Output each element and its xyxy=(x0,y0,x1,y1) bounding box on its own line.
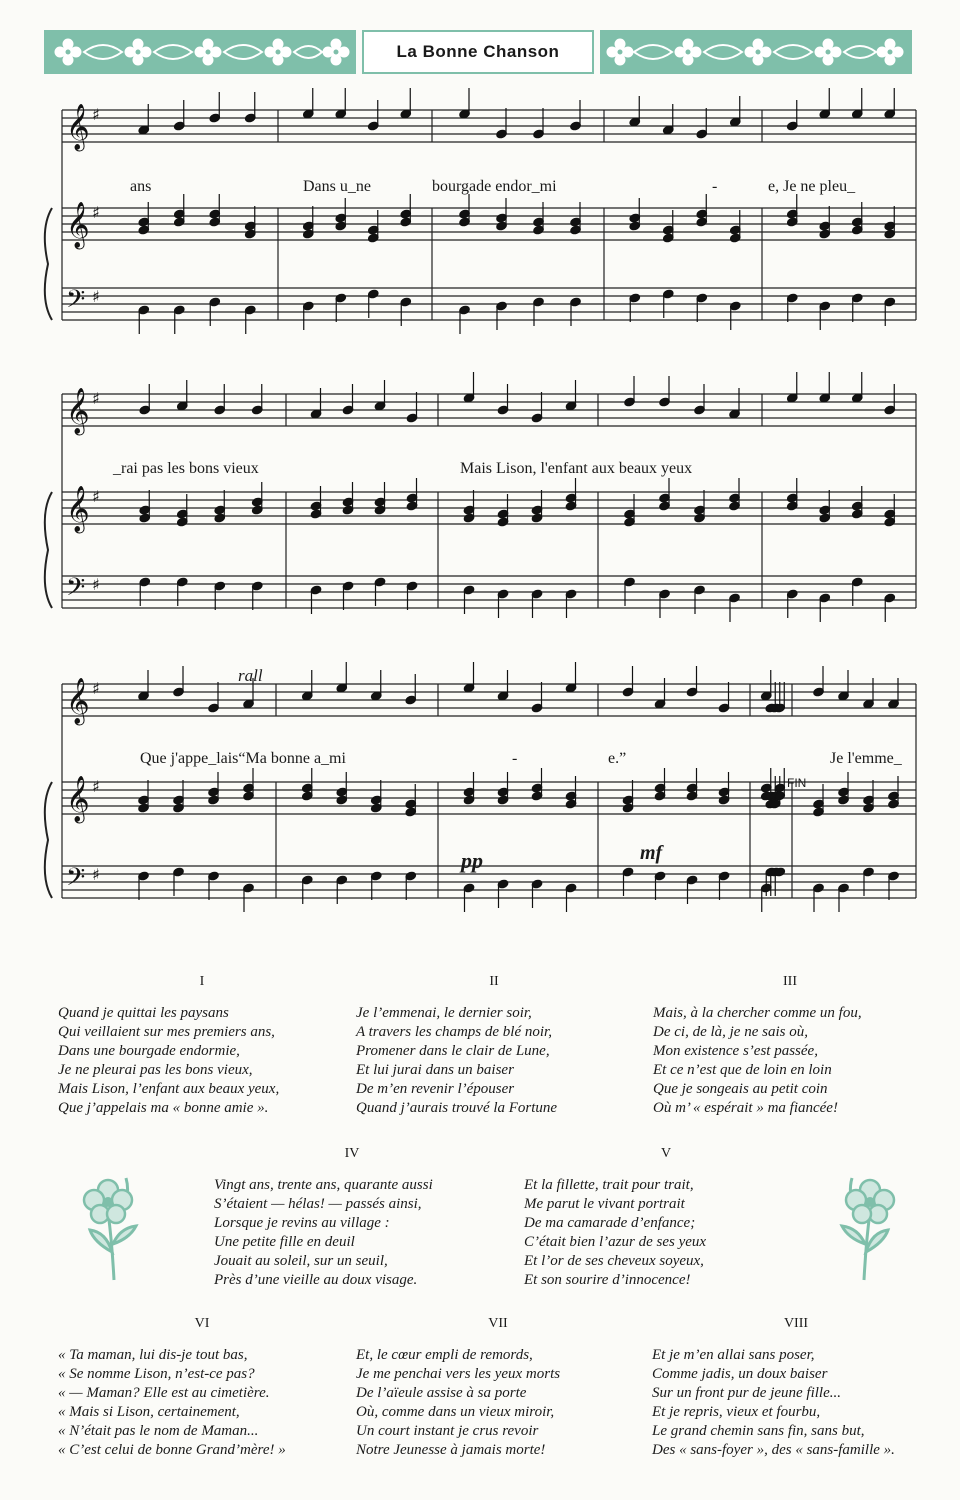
verse-line: Et la fillette, trait pour trait, xyxy=(524,1177,694,1193)
fin-marking: FIN xyxy=(787,776,807,790)
verse-line: Qui veillaient sur mes premiers ans, xyxy=(58,1024,275,1040)
stanza xyxy=(58,1004,279,1118)
verse-line: Et je m’en allai sans poser, xyxy=(652,1347,815,1363)
verse-line: Que j’appelais ma « bonne amie ». xyxy=(58,1100,269,1116)
treble-clef-icon: 𝄞 xyxy=(66,776,90,822)
key-signature-sharp: ♯ xyxy=(92,679,100,698)
stanza xyxy=(524,1176,706,1290)
verse-line: Et je repris, vieux et fourbu, xyxy=(652,1404,821,1420)
verse-line: Quand j’aurais trouvé la Fortune xyxy=(356,1100,558,1116)
verse-line: « Se nomme Lison, n’est-ce pas? xyxy=(58,1366,255,1382)
stanza-number: VIII xyxy=(783,1316,809,1331)
stanza xyxy=(214,1176,433,1290)
flower-left-icon xyxy=(78,1172,148,1282)
verse-line: Un court instant je crus revoir xyxy=(356,1423,539,1439)
treble-clef-icon: 𝄞 xyxy=(66,678,90,724)
dynamic-mf: mf xyxy=(640,842,663,864)
bass-clef-icon: 𝄢 xyxy=(66,285,86,320)
stanza-number: I xyxy=(199,974,205,989)
dynamic-pp: pp xyxy=(461,848,483,873)
lyric-syllable: Mais Lison, l'enfant aux beaux yeux xyxy=(460,460,693,477)
verse-line: Une petite fille en deuil xyxy=(214,1234,355,1250)
lyric-syllable: bourgade endor_mi xyxy=(432,178,557,195)
key-signature-sharp: ♯ xyxy=(92,389,100,408)
key-signature-sharp: ♯ xyxy=(92,575,100,594)
verse-line: « Mais si Lison, certainement, xyxy=(58,1404,240,1420)
verse-line: Sur un front pur de jeune fille... xyxy=(652,1385,842,1401)
verse-line: Comme jadis, un doux baiser xyxy=(652,1366,828,1382)
verse-line: Mais, à la chercher comme un fou, xyxy=(653,1005,862,1021)
verse-line: Où, comme dans un vieux miroir, xyxy=(356,1404,555,1420)
stanza xyxy=(653,1004,862,1118)
page-title: La Bonne Chanson xyxy=(396,42,560,61)
key-signature-sharp: ♯ xyxy=(92,203,100,222)
lyric-syllable: _rai pas les bons vieux xyxy=(113,460,259,477)
verse-line: Je me penchai vers les yeux morts xyxy=(356,1366,561,1382)
verse-line: Et lui jurai dans un baiser xyxy=(356,1062,514,1078)
verse-line: Vingt ans, trente ans, quarante aussi xyxy=(214,1177,433,1193)
lyric-syllable: e, Je ne pleu_ xyxy=(768,178,856,195)
brace xyxy=(45,492,52,608)
verse-line: Je l’emmenai, le dernier soir, xyxy=(356,1005,532,1021)
key-signature-sharp: ♯ xyxy=(92,777,100,796)
verse-line: Où m’ « espérait » ma fiancée! xyxy=(653,1100,838,1116)
verse-line: De ci, de là, je ne sais où, xyxy=(653,1024,808,1040)
stanza-number: VI xyxy=(194,1316,210,1331)
rall-marking: rall xyxy=(238,666,263,685)
lyric-syllable: Que j'appe_lais“Ma bonne a_mi xyxy=(140,750,346,767)
stanza-number: V xyxy=(660,1146,672,1161)
lyric-syllable: Dans u_ne xyxy=(303,178,371,195)
stanza-number: VII xyxy=(488,1316,508,1331)
stanza-number: II xyxy=(489,974,499,989)
verse-line: Lorsque je revins au village : xyxy=(214,1215,390,1231)
verse-line: Notre Jeunesse à jamais morte! xyxy=(356,1442,546,1458)
treble-clef-icon: 𝄞 xyxy=(66,388,90,434)
verse-line: De ma camarade d’enfance; xyxy=(524,1215,696,1231)
verse-line: Des « sans-foyer », des « sans-famille ». xyxy=(652,1442,895,1458)
verse-line: Je ne pleurai pas les bons vieux, xyxy=(58,1062,253,1078)
verse-line: Jouait au soleil, sur un seuil, xyxy=(214,1253,388,1269)
verse-line: Promener dans le clair de Lune, xyxy=(356,1043,550,1059)
verse-line: De l’aïeule assise à sa porte xyxy=(356,1385,527,1401)
verse-line: De m’en revenir l’épouser xyxy=(356,1081,515,1097)
treble-clef-icon: 𝄞 xyxy=(66,202,90,248)
lyric-syllable: - xyxy=(512,750,518,767)
verse-line: Que je songeais au petit coin xyxy=(653,1081,828,1097)
lyric-syllable: Je l'emme_ xyxy=(830,750,902,767)
stanza-number: III xyxy=(783,974,797,989)
stanza xyxy=(58,1346,286,1460)
verse-line: « C’est celui de bonne Grand’mère! » xyxy=(58,1442,286,1458)
verse-line: Et l’or de ses cheveux soyeux, xyxy=(524,1253,704,1269)
treble-clef-icon: 𝄞 xyxy=(66,486,90,532)
verse-line: Et son sourire d’innocence! xyxy=(524,1272,691,1288)
treble-clef-icon: 𝄞 xyxy=(66,104,90,150)
verse-line: Dans une bourgade endormie, xyxy=(58,1043,240,1059)
lyric-syllable: - xyxy=(712,178,718,195)
stanza-number: IV xyxy=(344,1146,360,1161)
brace xyxy=(45,782,52,898)
verse-line: « — Maman? Elle est au cimetière. xyxy=(58,1385,270,1401)
brace xyxy=(45,208,52,320)
flower-right-icon xyxy=(830,1172,900,1282)
stanza xyxy=(356,1346,560,1460)
verse-line: A travers les champs de blé noir, xyxy=(356,1024,552,1040)
verse-line: Me parut le vivant portrait xyxy=(524,1196,685,1212)
verse-line: S’étaient — hélas! — passés ainsi, xyxy=(214,1196,422,1212)
verse-line: Le grand chemin sans fin, sans but, xyxy=(652,1423,865,1439)
verse-line: « Ta maman, lui dis-je tout bas, xyxy=(58,1347,248,1363)
bass-clef-icon: 𝄢 xyxy=(66,863,86,898)
stanza xyxy=(652,1346,895,1460)
verse-line: Et, le cœur empli de remords, xyxy=(356,1347,533,1363)
verse-line: « N’était pas le nom de Maman... xyxy=(58,1423,259,1439)
key-signature-sharp: ♯ xyxy=(92,105,100,124)
lyric-syllable: e.” xyxy=(608,750,627,767)
verse-line: Et ce n’est que de loin en loin xyxy=(653,1062,832,1078)
key-signature-sharp: ♯ xyxy=(92,865,100,884)
verse-line: Mais Lison, l’enfant aux beaux yeux, xyxy=(58,1081,280,1097)
verse-line: C’était bien l’azur de ses yeux xyxy=(524,1234,707,1250)
verse-line: Quand je quittai les paysans xyxy=(58,1005,229,1021)
verse-line: Mon existence s’est passée, xyxy=(653,1043,818,1059)
key-signature-sharp: ♯ xyxy=(92,487,100,506)
key-signature-sharp: ♯ xyxy=(92,287,100,306)
bass-clef-icon: 𝄢 xyxy=(66,573,86,608)
lyric-syllable: ans xyxy=(130,178,152,195)
stanza xyxy=(356,1004,557,1118)
verse-line: Près d’une vieille au doux visage. xyxy=(214,1272,418,1288)
